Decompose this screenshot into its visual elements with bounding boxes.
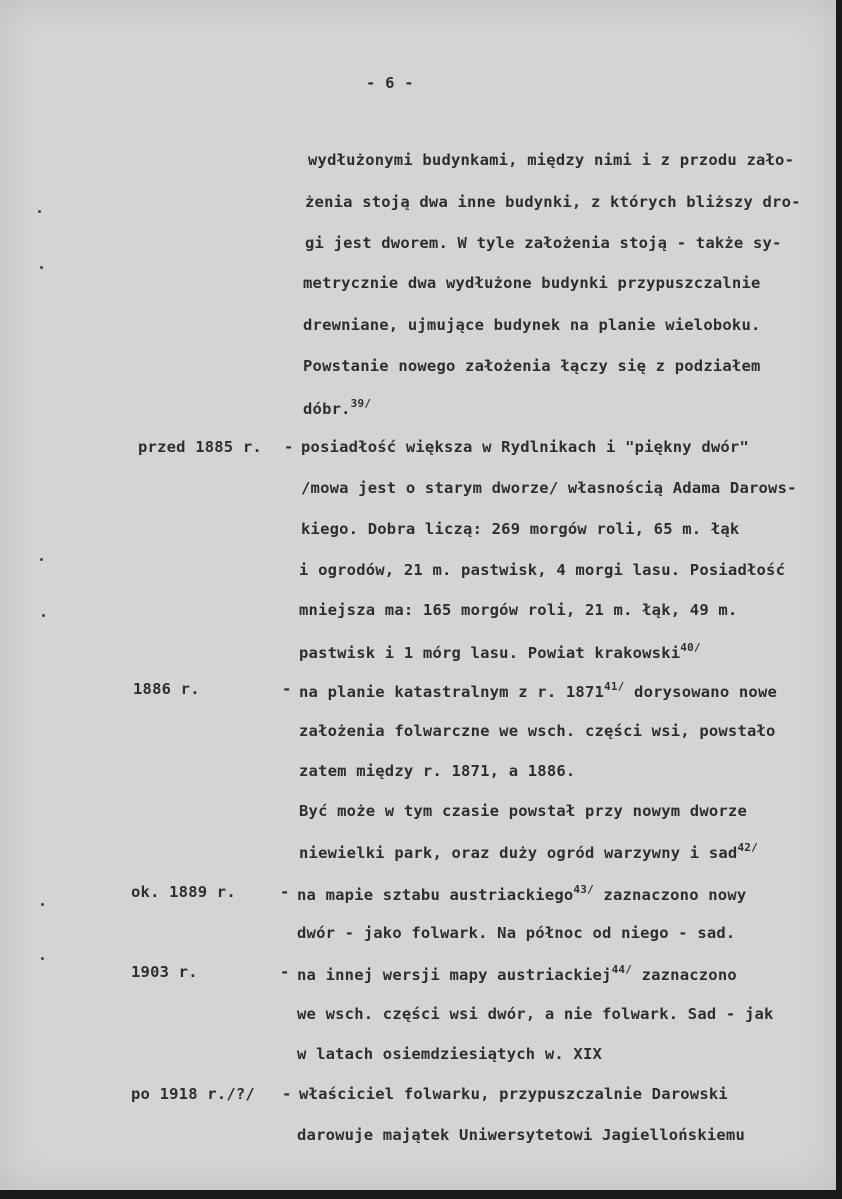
margin-speck bbox=[40, 266, 43, 269]
entry-date: przed 1885 r. bbox=[138, 438, 262, 456]
text-line: gi jest dworem. W tyle założenia stoją - także sy- bbox=[305, 234, 782, 252]
text-line: posiadłość większa w Rydlnikach i "piękny dwór" bbox=[301, 438, 749, 456]
entry-dash: - bbox=[284, 438, 294, 456]
text-line: na innej wersji mapy austriackiej$^{44/}$ zaznaczono bbox=[297, 963, 737, 984]
text-line: niewielki park, oraz duży ogród warzywny i sad$^{42/}$ bbox=[299, 841, 758, 862]
text-line: Być może w tym czasie powstał przy nowym dworze bbox=[299, 802, 747, 820]
margin-speck bbox=[38, 210, 41, 213]
entry-date: ok. 1889 r. bbox=[131, 883, 236, 901]
text-line: na planie katastralnym z r. $1871^{41/}$ dorysowano nowe bbox=[299, 680, 778, 701]
margin-speck bbox=[40, 558, 43, 561]
margin-speck bbox=[42, 614, 45, 617]
text-line: drewniane, ujmujące budynek na planie wieloboku. bbox=[303, 316, 761, 334]
text-line: we wsch. części wsi dwór, a nie folwark. Sad - jak bbox=[297, 1005, 774, 1023]
entry-dash: - bbox=[280, 963, 290, 981]
entry-dash: - bbox=[282, 1085, 292, 1103]
text-line: zatem między r. 1871, a 1886. bbox=[299, 762, 576, 780]
text-line: na mapie sztabu austriackiego$^{43/}$ zaznaczono nowy bbox=[297, 883, 747, 904]
text-line: darowuje majątek Uniwersytetowi Jagiellońskiemu bbox=[297, 1126, 745, 1144]
margin-speck bbox=[41, 903, 44, 906]
text-line: wydłużonymi budynkami, między nimi i z przodu zało- bbox=[308, 151, 795, 169]
footnote-marker: 40/ bbox=[680, 641, 701, 654]
text-line: dóbr.$^{39/}$ bbox=[303, 397, 372, 418]
text-line: dwór - jako folwark. Na północ od niego - sad. bbox=[297, 924, 736, 942]
entry-dash: - bbox=[280, 883, 290, 901]
footnote-marker: 39/ bbox=[350, 397, 372, 410]
footnote-marker: 42/ bbox=[737, 841, 758, 854]
entry-date: 1886 r. bbox=[133, 680, 200, 698]
text-line: /mowa jest o starym dworze/ własnością Adama Darows- bbox=[301, 479, 797, 497]
entry-dash: - bbox=[282, 680, 292, 698]
footnote-marker: 43/ bbox=[573, 883, 594, 896]
text-line: w latach osiemdziesiątych w. XIX bbox=[297, 1045, 603, 1063]
text-line: i ogrodów, 21 m. pastwisk, 4 morgi lasu. Posiadłość bbox=[299, 561, 786, 579]
entry-date: po 1918 r./?/ bbox=[131, 1085, 255, 1103]
text-line: założenia folwarczne we wsch. części wsi, powstało bbox=[299, 722, 776, 740]
margin-speck bbox=[41, 957, 44, 960]
text-line: pastwisk i 1 mórg lasu. Powiat krakowski$^{40/}$ bbox=[299, 641, 701, 662]
entry-date: 1903 r. bbox=[131, 963, 198, 981]
text-line: kiego. Dobra liczą: 269 morgów roli, 65 m. łąk bbox=[301, 520, 740, 538]
text-line: mniejsza ma: 165 morgów roli, 21 m. łąk, 49 m. bbox=[299, 601, 738, 619]
text-line: metrycznie dwa wydłużone budynki przypuszczalnie bbox=[303, 274, 761, 292]
footnote-marker: 41/ bbox=[604, 680, 625, 693]
page-number: - 6 - bbox=[366, 74, 414, 92]
footnote-marker: 44/ bbox=[611, 963, 633, 976]
text-line: właściciel folwarku, przypuszczalnie Darowski bbox=[299, 1085, 728, 1103]
text-line: Powstanie nowego założenia łączy się z podziałem bbox=[303, 357, 761, 375]
text-line: żenia stoją dwa inne budynki, z których bliższy dro- bbox=[305, 193, 801, 211]
